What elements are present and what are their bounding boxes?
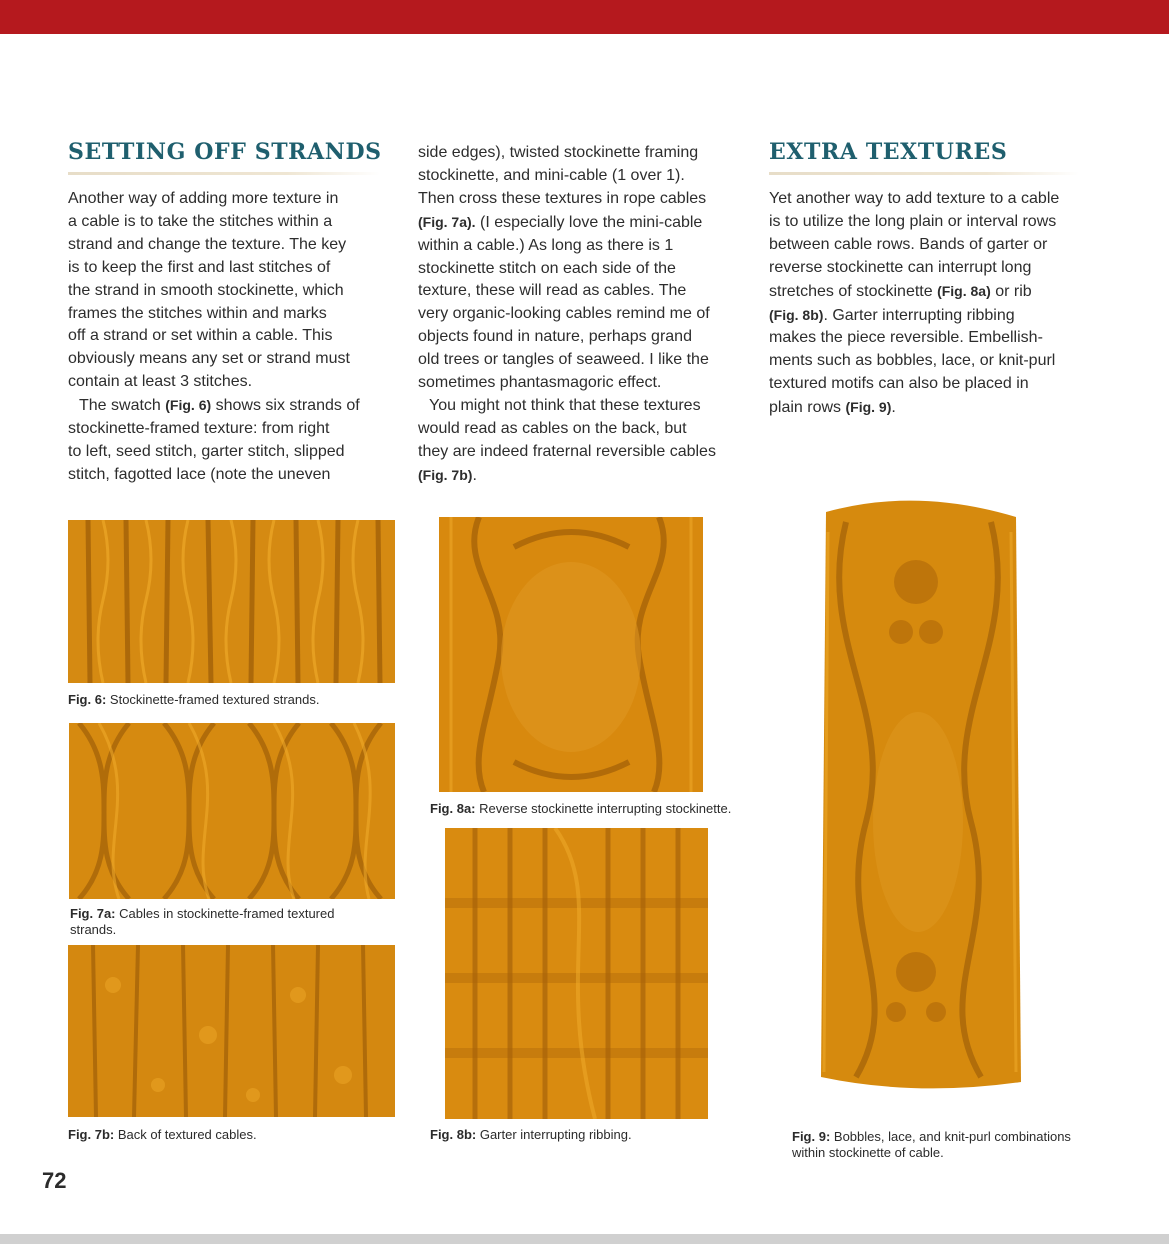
text-line: makes the piece reversible. Embellish- xyxy=(769,329,1043,347)
heading-setting-off-strands: SETTING OFF STRANDS xyxy=(68,139,382,165)
caption-text: Reverse stockinette interrupting stockinette. xyxy=(479,801,732,816)
figure-reference: (Fig. 7b) xyxy=(418,466,473,483)
heading-rule-right xyxy=(769,172,1079,175)
photo-fig-8b xyxy=(445,828,708,1119)
text-line: old trees or tangles of seaweed. I like the xyxy=(418,351,709,369)
text-segment: shows six strands of xyxy=(211,397,360,415)
caption-fig-8a xyxy=(430,801,731,817)
heading-rule-left xyxy=(68,172,380,175)
caption-fig-7b xyxy=(68,1127,257,1143)
knit-texture-fig-8b xyxy=(445,828,708,1119)
caption-label: Fig. 7b: xyxy=(68,1127,115,1142)
figure-reference: (Fig. 8a) xyxy=(937,282,991,299)
text-line xyxy=(769,280,1059,304)
photo-fig-7a xyxy=(69,723,395,899)
text-segment: stretches of stockinette xyxy=(769,282,938,300)
text-line: to left, seed stitch, garter stitch, slipped xyxy=(68,442,345,460)
caption-text-continued: strands. xyxy=(70,921,117,937)
text-line: stitch, fagotted lace (note the uneven xyxy=(68,465,331,483)
caption-fig-8b xyxy=(430,1127,632,1143)
text-segment: . Garter interrupting ribbing xyxy=(823,306,1015,324)
heading-extra-textures: EXTRA TEXTURES xyxy=(769,139,1008,165)
caption-fig-7a xyxy=(70,906,334,937)
text-line: texture, these will read as cables. The xyxy=(418,282,687,300)
caption-text-continued: within stockinette of cable. xyxy=(792,1144,944,1160)
caption-text: Back of textured cables. xyxy=(117,1127,257,1142)
text-line: contain at least 3 stitches. xyxy=(68,373,253,391)
text-line: sometimes phantasmagoric effect. xyxy=(418,374,662,392)
caption-text: Bobbles, lace, and knit-purl combinations xyxy=(833,1129,1071,1144)
knit-texture-fig-7a xyxy=(69,723,395,899)
right-column-text xyxy=(769,188,1059,420)
knit-texture-fig-9 xyxy=(806,492,1028,1092)
middle-column-text xyxy=(418,142,716,488)
caption-fig-6 xyxy=(68,692,319,708)
text-line: between cable rows. Bands of garter or xyxy=(769,235,1048,253)
text-line: stockinette, and mini-cable (1 over 1). xyxy=(418,166,685,184)
text-line xyxy=(769,396,1059,420)
caption-text: Cables in stockinette-framed textured xyxy=(119,906,335,921)
text-line: strand and change the texture. The key xyxy=(68,235,347,253)
text-line: stockinette-framed texture: from right xyxy=(68,420,330,438)
bottom-bar xyxy=(0,1234,1169,1244)
caption-label: Fig. 9: xyxy=(792,1129,831,1144)
figure-reference: (Fig. 7a). xyxy=(418,213,476,230)
text-line: textured motifs can also be placed in xyxy=(769,375,1029,393)
photo-fig-9 xyxy=(806,492,1028,1092)
figure-reference: (Fig. 9) xyxy=(845,399,892,416)
caption-label: Fig. 7a: xyxy=(70,906,116,921)
text-segment: plain rows xyxy=(769,399,846,417)
text-line: is to utilize the long plain or interval rows xyxy=(769,212,1057,230)
text-line: stockinette stitch on each side of the xyxy=(418,259,676,277)
text-line xyxy=(418,211,716,235)
text-line: objects found in nature, perhaps grand xyxy=(418,328,692,346)
figure-reference: (Fig. 6) xyxy=(165,397,212,414)
caption-fig-9 xyxy=(792,1129,1071,1160)
text-segment: (I especially love the mini-cable xyxy=(475,213,703,231)
text-line: off a strand or set within a cable. This xyxy=(68,327,333,345)
photo-fig-7b xyxy=(68,945,395,1117)
left-column-text xyxy=(68,188,360,487)
photo-fig-8a xyxy=(439,517,703,792)
figure-reference: (Fig. 8b) xyxy=(769,306,824,323)
page-number: 72 xyxy=(42,1168,67,1193)
knit-texture-fig-7b xyxy=(68,945,395,1117)
caption-label: Fig. 8b: xyxy=(430,1127,477,1142)
text-line: Another way of adding more texture in xyxy=(68,190,339,207)
knit-texture-fig-8a xyxy=(439,517,703,792)
top-color-bar xyxy=(0,0,1169,34)
text-segment: or rib xyxy=(990,282,1032,300)
text-line: the strand in smooth stockinette, which xyxy=(68,281,344,299)
caption-text: Garter interrupting ribbing. xyxy=(479,1127,632,1142)
text-line: a cable is to take the stitches within a xyxy=(68,212,333,230)
photo-fig-6 xyxy=(68,520,395,683)
text-segment: . xyxy=(472,466,477,484)
text-line: they are indeed fraternal reversible cables xyxy=(418,442,716,460)
text-line: reverse stockinette can interrupt long xyxy=(769,258,1032,276)
caption-text: Stockinette-framed textured strands. xyxy=(109,692,320,707)
caption-label: Fig. 8a: xyxy=(430,801,476,816)
text-line xyxy=(769,304,1059,328)
caption-label: Fig. 6: xyxy=(68,692,107,707)
knit-texture-fig-6 xyxy=(68,520,395,683)
text-line: side edges), twisted stockinette framing xyxy=(418,144,699,161)
text-line: You might not think that these textures xyxy=(429,396,701,414)
text-line: obviously means any set or strand must xyxy=(68,350,350,368)
text-line xyxy=(68,394,360,418)
text-segment: . xyxy=(891,399,896,417)
text-segment: The swatch xyxy=(79,397,166,415)
text-line: frames the stitches within and marks xyxy=(68,304,327,322)
text-line: ments such as bobbles, lace, or knit-purl xyxy=(769,352,1056,370)
text-line: very organic-looking cables remind me of xyxy=(418,305,710,323)
text-line: within a cable.) As long as there is 1 xyxy=(418,236,674,254)
text-line: Yet another way to add texture to a cable xyxy=(769,190,1060,207)
text-line: would read as cables on the back, but xyxy=(418,419,687,437)
text-line xyxy=(418,464,716,488)
text-line: Then cross these textures in rope cables xyxy=(418,189,707,207)
text-line: is to keep the first and last stitches of xyxy=(68,258,331,276)
